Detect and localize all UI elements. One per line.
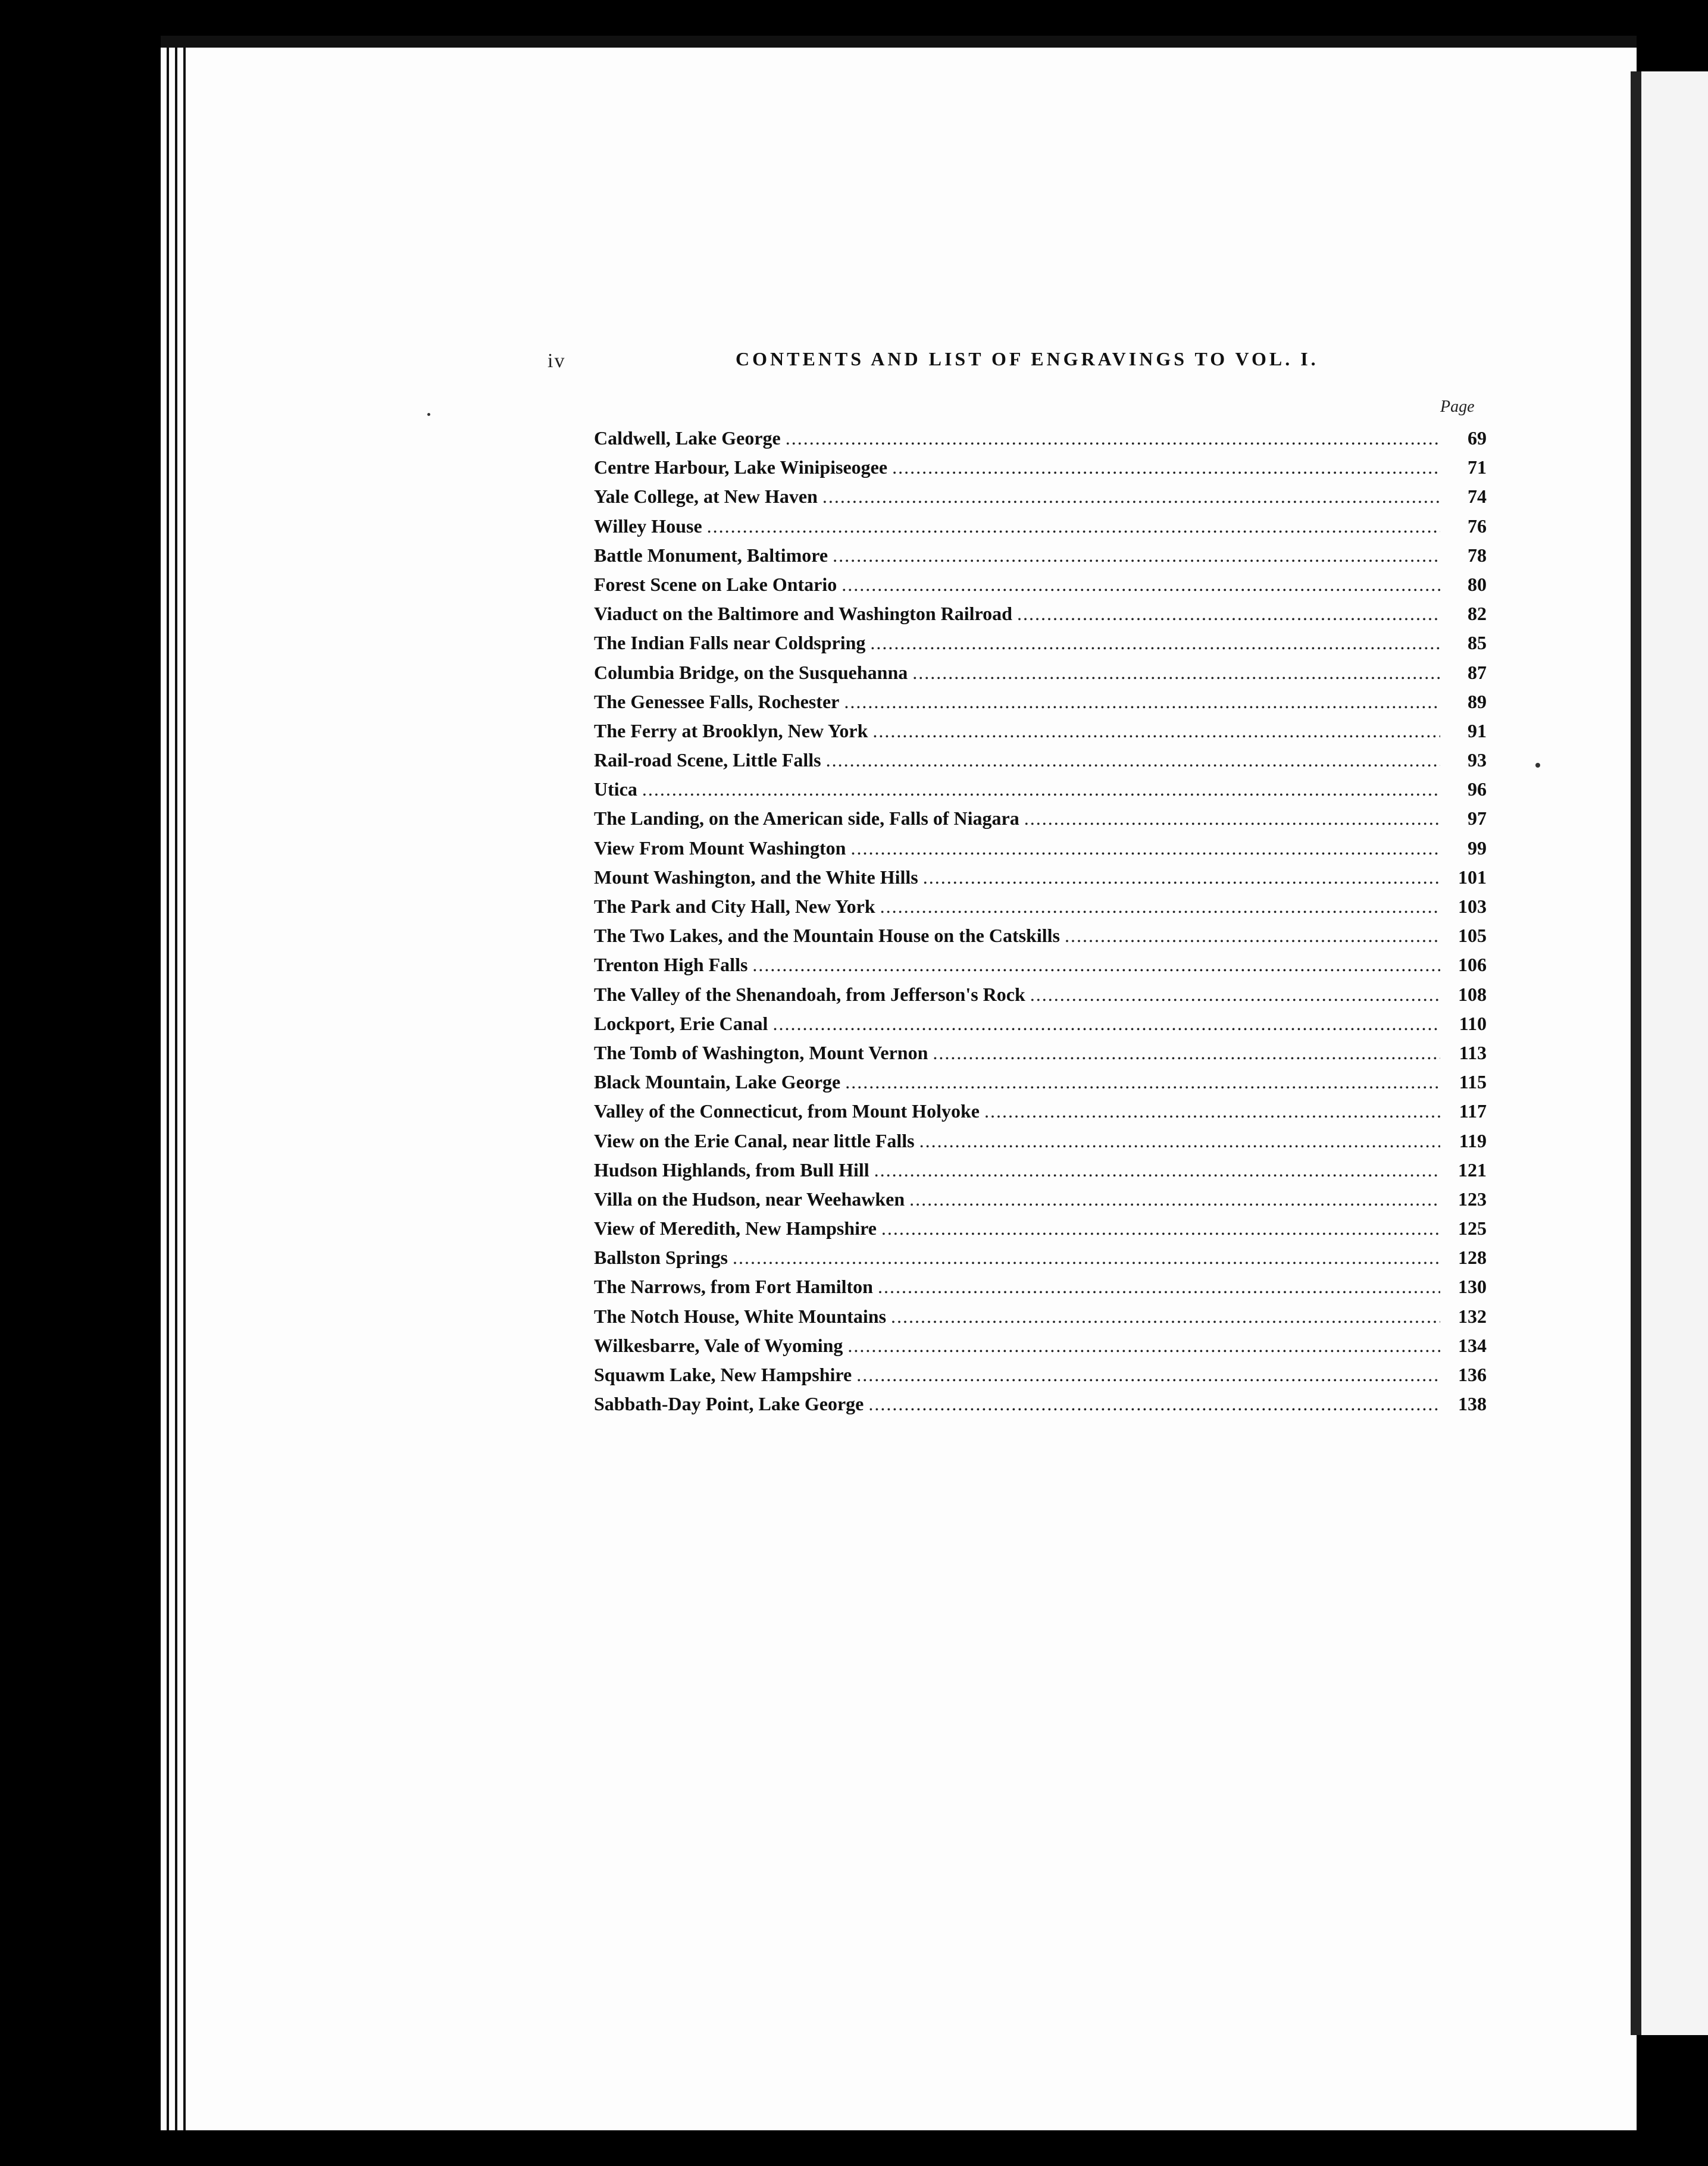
entry-title: The Ferry at Brooklyn, New York <box>594 719 868 741</box>
contents-entry <box>594 662 1487 691</box>
entry-page-number: 125 <box>1458 1217 1487 1239</box>
page-edge-line <box>183 48 186 2130</box>
dot-leader <box>772 1013 1440 1035</box>
entry-title: Black Mountain, Lake George <box>594 1071 841 1093</box>
contents-entry <box>594 1306 1487 1335</box>
dot-leader <box>845 1071 1440 1093</box>
entry-page-number: 115 <box>1459 1071 1487 1093</box>
contents-entry <box>594 1159 1487 1188</box>
entry-page-number: 117 <box>1459 1100 1487 1122</box>
speck <box>1535 763 1540 768</box>
dot-leader <box>880 896 1440 918</box>
entry-page-number: 69 <box>1468 427 1487 449</box>
entry-title: Battle Monument, Baltimore <box>594 544 828 566</box>
entry-page-number: 108 <box>1458 983 1487 1005</box>
contents-entry <box>594 1276 1487 1305</box>
contents-entry <box>594 749 1487 778</box>
entry-title: Sabbath-Day Point, Lake George <box>594 1393 864 1415</box>
entry-page-number: 78 <box>1468 544 1487 566</box>
entry-page-number: 91 <box>1468 719 1487 741</box>
dot-leader <box>1024 807 1440 830</box>
entry-title: Yale College, at New Haven <box>594 486 818 508</box>
contents-entry <box>594 1130 1487 1159</box>
entry-title: The Indian Falls near Coldspring <box>594 632 866 654</box>
contents-entry <box>594 807 1487 837</box>
dot-leader <box>847 1335 1440 1357</box>
contents-entry <box>594 720 1487 749</box>
dot-leader <box>786 427 1440 449</box>
entry-page-number: 121 <box>1458 1159 1487 1181</box>
entry-page-number: 106 <box>1458 954 1487 976</box>
entry-title: The Tomb of Washington, Mount Vernon <box>594 1041 928 1063</box>
contents-entry <box>594 1013 1487 1042</box>
entry-title: View From Mount Washington <box>594 837 846 859</box>
entry-page-number: 110 <box>1459 1012 1487 1034</box>
entry-title: Villa on the Hudson, near Weehawken <box>594 1188 905 1210</box>
entry-title: Willey House <box>594 515 702 537</box>
speck <box>427 413 430 416</box>
entry-title: Trenton High Falls <box>594 954 748 976</box>
dot-leader <box>733 1247 1440 1269</box>
dot-leader <box>892 456 1440 478</box>
entry-page-number: 89 <box>1468 690 1487 712</box>
dot-leader <box>1030 984 1440 1006</box>
entry-page-number: 71 <box>1468 456 1487 478</box>
entry-title: Forest Scene on Lake Ontario <box>594 573 837 595</box>
dot-leader <box>912 662 1440 684</box>
contents-entry <box>594 1100 1487 1129</box>
page-edge-line <box>175 48 177 2130</box>
contents-entry <box>594 954 1487 983</box>
dot-leader <box>822 486 1440 508</box>
entry-page-number: 101 <box>1458 866 1487 888</box>
dot-leader <box>868 1393 1440 1415</box>
entry-title: The Two Lakes, and the Mountain House on the Catskills <box>594 925 1060 947</box>
dot-leader <box>984 1100 1440 1122</box>
contents-entry <box>594 1071 1487 1100</box>
dot-leader <box>881 1217 1440 1239</box>
dot-leader <box>752 954 1440 976</box>
contents-list <box>594 427 1487 1422</box>
page-column-label: Page <box>1440 397 1475 416</box>
dot-leader <box>878 1276 1440 1298</box>
entry-title: The Landing, on the American side, Falls of Niagara <box>594 807 1019 830</box>
facing-page-edge <box>1641 71 1708 2035</box>
entry-title: Rail-road Scene, Little Falls <box>594 749 821 771</box>
dot-leader <box>850 837 1440 859</box>
entry-page-number: 96 <box>1468 778 1487 800</box>
entry-page-number: 85 <box>1468 632 1487 654</box>
entry-page-number: 130 <box>1458 1276 1487 1298</box>
dot-leader <box>842 574 1440 596</box>
contents-entry <box>594 515 1487 544</box>
entry-title: Columbia Bridge, on the Susquehanna <box>594 661 908 683</box>
entry-page-number: 132 <box>1458 1305 1487 1327</box>
entry-page-number: 134 <box>1458 1334 1487 1356</box>
entry-page-number: 136 <box>1458 1364 1487 1385</box>
entry-page-number: 93 <box>1468 749 1487 771</box>
contents-entry <box>594 925 1487 954</box>
entry-title: Squawm Lake, New Hampshire <box>594 1364 852 1385</box>
entry-title: The Notch House, White Mountains <box>594 1305 887 1327</box>
entry-title: The Park and City Hall, New York <box>594 896 875 917</box>
contents-entry <box>594 1217 1487 1247</box>
contents-entry <box>594 837 1487 866</box>
entry-page-number: 138 <box>1458 1393 1487 1415</box>
entry-title: The Narrows, from Fort Hamilton <box>594 1276 873 1298</box>
dot-leader <box>707 515 1440 537</box>
contents-entry <box>594 984 1487 1013</box>
dot-leader <box>923 866 1440 888</box>
contents-entry <box>594 691 1487 720</box>
contents-entry <box>594 574 1487 603</box>
entry-title: Ballston Springs <box>594 1247 728 1269</box>
contents-entry <box>594 778 1487 807</box>
entry-title: View on the Erie Canal, near little Falls <box>594 1129 915 1151</box>
entry-page-number: 103 <box>1458 896 1487 917</box>
entry-title: Wilkesbarre, Vale of Wyoming <box>594 1334 843 1356</box>
entry-page-number: 87 <box>1468 661 1487 683</box>
entry-title: The Genessee Falls, Rochester <box>594 690 840 712</box>
dot-leader <box>1065 925 1440 947</box>
dot-leader <box>919 1130 1440 1152</box>
contents-entry <box>594 1247 1487 1276</box>
dot-leader <box>909 1188 1440 1210</box>
entry-page-number: 82 <box>1468 603 1487 625</box>
dot-leader <box>856 1364 1440 1386</box>
page-edge-line <box>167 48 169 2130</box>
entry-title: The Valley of the Shenandoah, from Jefferson's Rock <box>594 983 1025 1005</box>
running-head: CONTENTS AND LIST OF ENGRAVINGS TO VOL. I. <box>736 348 1319 370</box>
entry-page-number: 76 <box>1468 515 1487 537</box>
entry-title: Utica <box>594 778 637 800</box>
entry-title: Centre Harbour, Lake Winipiseogee <box>594 456 888 478</box>
contents-entry <box>594 544 1487 574</box>
dot-leader <box>872 720 1440 742</box>
entry-page-number: 80 <box>1468 573 1487 595</box>
contents-entry <box>594 603 1487 632</box>
contents-entry <box>594 1335 1487 1364</box>
dot-leader <box>874 1159 1440 1181</box>
dot-leader <box>833 544 1440 566</box>
entry-page-number: 105 <box>1458 925 1487 947</box>
contents-entry <box>594 456 1487 486</box>
dot-leader <box>870 632 1440 654</box>
entry-title: Mount Washington, and the White Hills <box>594 866 918 888</box>
entry-page-number: 119 <box>1459 1129 1487 1151</box>
entry-page-number: 97 <box>1468 807 1487 830</box>
entry-page-number: 123 <box>1458 1188 1487 1210</box>
entry-page-number: 128 <box>1458 1247 1487 1269</box>
contents-entry <box>594 1393 1487 1422</box>
contents-entry <box>594 486 1487 515</box>
entry-title: Caldwell, Lake George <box>594 427 781 449</box>
entry-page-number: 74 <box>1468 486 1487 508</box>
entry-title: Valley of the Connecticut, from Mount Holyoke <box>594 1100 980 1122</box>
entry-title: Hudson Highlands, from Bull Hill <box>594 1159 869 1181</box>
dot-leader <box>891 1306 1440 1328</box>
dot-leader <box>826 749 1440 771</box>
entry-page-number: 113 <box>1459 1041 1487 1063</box>
dot-leader <box>844 691 1440 713</box>
entry-title: Lockport, Erie Canal <box>594 1012 768 1034</box>
dot-leader <box>642 778 1440 800</box>
page-folio: iv <box>548 350 566 372</box>
entry-title: View of Meredith, New Hampshire <box>594 1217 877 1239</box>
contents-entry <box>594 1364 1487 1393</box>
entry-title: Viaduct on the Baltimore and Washington Railroad <box>594 603 1012 625</box>
dot-leader <box>1017 603 1440 625</box>
contents-entry <box>594 1042 1487 1071</box>
contents-entry <box>594 1188 1487 1217</box>
contents-entry <box>594 896 1487 925</box>
dot-leader <box>933 1042 1440 1064</box>
entry-page-number: 99 <box>1468 837 1487 859</box>
contents-entry <box>594 866 1487 896</box>
contents-entry <box>594 427 1487 456</box>
contents-entry <box>594 632 1487 661</box>
